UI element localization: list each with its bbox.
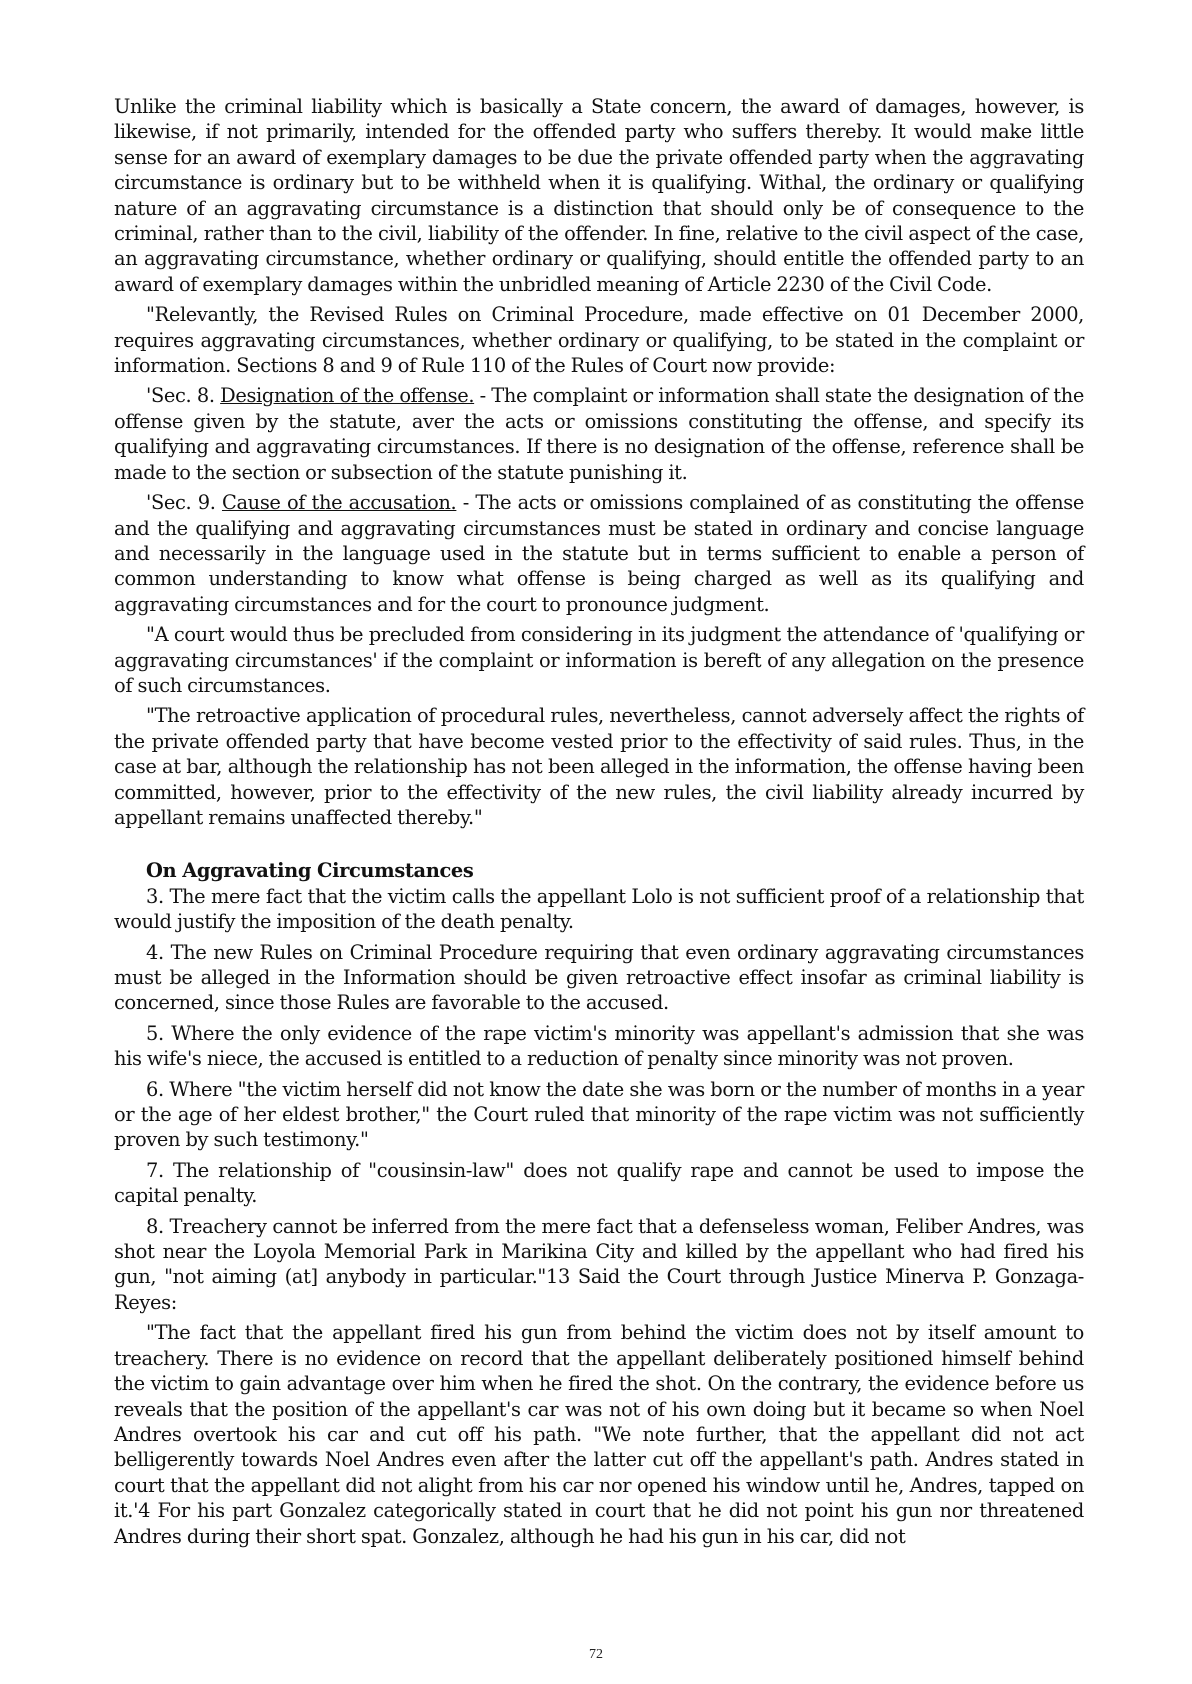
paragraph-revised-rules: "Relevantly, the Revised Rules on Criminal Procedure, made effective on 01 December 2000, requires aggravating circumstances, whether ordinary or qualifying, to be stated in the complaint or information. Sections 8 and 9 of Rule 110 of the Rules of Court now provide: bbox=[114, 303, 1084, 378]
paragraph-exemplary-damages: Unlike the criminal liability which is basically a State concern, the award of damages, however, is likewise, if not primarily, intended for the offended party who suffers thereby. It would make little sense for an award of exemplary damages to be due the private offended party when the aggravating circumstance is ordinary but to be withheld when it is qualifying. Withal, the ordinary or qualifying nature of an aggravating circumstance is a distinction that should only be of consequence to the criminal, rather than to the civil, liability of the offender. In fine, relative to the civil aspect of the case, an aggravating circumstance, whether ordinary or qualifying, should entitle the offended party to an award of exemplary damages within the unbridled meaning of Article 2230 of the Civil Code. bbox=[114, 95, 1084, 296]
list-item: 7. The relationship of "cousinsin-law" does not qualify rape and cannot be used to impose the capital penalty. bbox=[114, 1158, 1084, 1208]
page-number: 72 bbox=[589, 1647, 603, 1662]
sec-8-text: - The complaint or information shall state the designation of the offense given by the statute, aver the acts or omissions constituting the offense, and specify its qualifying and aggravating circumstances. If there is no designation of the offense, reference shall be made to the section or subsection of the statute punishing it. bbox=[114, 384, 1084, 484]
sec-8-prefix: 'Sec. 8. bbox=[146, 384, 221, 408]
sec-9-text: - The acts or omissions complained of as constituting the offense and the qualifying and aggravating circumstances must be stated in ordinary and concise language and necessarily in the language used in the statute but in terms sufficient to enable a person of common understanding to know what offense is being charged as well as its qualifying and aggravating circumstances and for the court to pronounce judgment. bbox=[114, 491, 1084, 616]
document-body bbox=[114, 94, 1084, 1554]
list-item: 8. Treachery cannot be inferred from the mere fact that a defenseless woman, Feliber Andres, was shot near the Loyola Memorial Park in Marikina City and killed by the appellant who had fired his gun, "not aiming (at] anybody in particular."13 Said the Court through Justice Minerva P. Gonzaga-Reyes: bbox=[114, 1214, 1084, 1314]
paragraph-court-precluded: "A court would thus be precluded from considering in its judgment the attendance of 'qualifying or aggravating circumstances' if the complaint or information is bereft of any allegation on the presence of such circumstances. bbox=[114, 623, 1084, 697]
sec-9-title: Cause of the accusation. bbox=[221, 491, 457, 515]
paragraph-retroactive-application: "The retroactive application of procedural rules, nevertheless, cannot adversely affect the rights of the private offended party that have become vested prior to the effectivity of said rules. Thus, in the case at bar, although the relationship has not been alleged in the information, the offense having been committed, however, prior to the effectivity of the new rules, the civil liability already incurred by appellant remains unaffected thereby." bbox=[114, 704, 1084, 829]
quoted-paragraph: "The fact that the appellant fired his gun from behind the victim does not by itself amount to treachery. There is no evidence on record that the appellant deliberately positioned himself behind the victim to gain advantage over him when he fired the shot. On the contrary, the evidence before us reveals that the position of the appellant's car was not of his own doing but it became so when Noel Andres overtook his car and cut off his path. "We note further, that the appellant did not act belligerently towards Noel Andres even after the latter cut off the appellant's path. Andres stated in court that the appellant did not alight from his car nor opened his window until he, Andres, tapped on it.'4 For his part Gonzalez categorically stated in court that he did not point his gun nor threatened Andres during their short spat. Gonzalez, although he had his gun in his car, did not bbox=[114, 1321, 1084, 1548]
sec-9-prefix: 'Sec. 9. bbox=[146, 491, 222, 515]
list-item: 4. The new Rules on Criminal Procedure requiring that even ordinary aggravating circumstances must be alleged in the Information should be given retroactive effect insofar as criminal liability is concerned, since those Rules are favorable to the accused. bbox=[114, 940, 1084, 1015]
list-item: 6. Where "the victim herself did not know the date she was born or the number of months in a year or the age of her eldest brother," the Court ruled that minority of the rape victim was not sufficiently proven by such testimony." bbox=[114, 1077, 1084, 1152]
list-item: 3. The mere fact that the victim calls the appellant Lolo is not sufficient proof of a relationship that would justify the imposition of the death penalty. bbox=[114, 884, 1084, 934]
list-item: 5. Where the only evidence of the rape victim's minority was appellant's admission that she was his wife's niece, the accused is entitled to a reduction of penalty since minority was not proven. bbox=[114, 1021, 1084, 1071]
sec-8-title: Designation of the offense. bbox=[220, 384, 475, 408]
paragraph-sec-8 bbox=[114, 383, 1084, 485]
paragraph-sec-9 bbox=[114, 490, 1084, 617]
section-heading: On Aggravating Circumstances bbox=[146, 859, 474, 883]
